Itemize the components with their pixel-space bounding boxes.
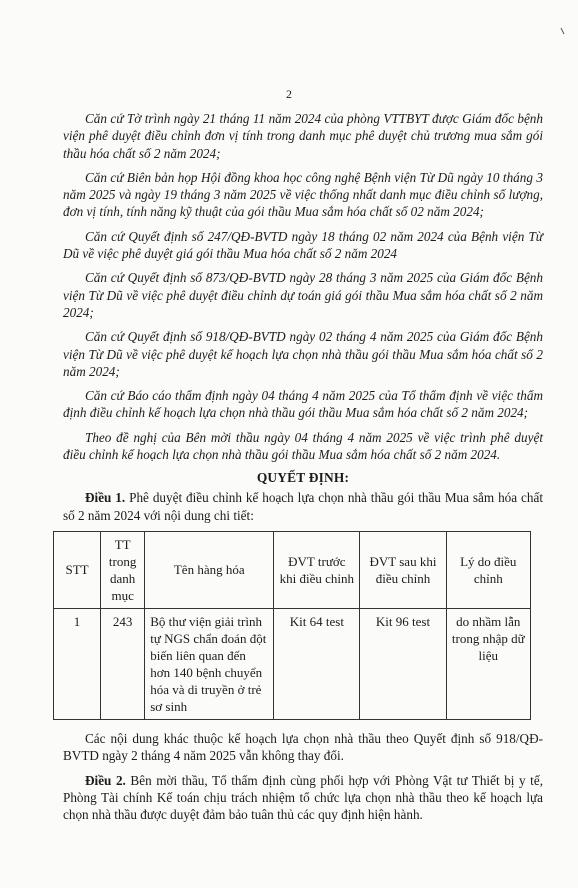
recital-3: Căn cứ Quyết định số 247/QĐ-BVTD ngày 18 tháng 02 năm 2024 của Bệnh viện Từ Dũ về việc phê duyệt giá gói thầu Mua hóa chất số 2 năm 2024 (63, 228, 543, 262)
recital-4: Căn cứ Quyết định số 873/QĐ-BVTD ngày 28 tháng 3 năm 2025 của Giám đốc Bệnh viện Từ Dũ về việc phê duyệt điều chỉnh dự toán giá gói thầu Mua sắm hóa chất số 2 năm 2024; (63, 270, 543, 320)
recital-2: Căn cứ Biên bản họp Hội đồng khoa học công nghệ Bệnh viện Từ Dũ ngày 10 tháng 3 năm 2025 và ngày 19 tháng 3 năm 2025 về việc thống nhất danh mục điều chỉnh số lượng, đơn vị tính, tính năng kỹ thuật của gói thầu Mua sắm hóa chất số 02 năm 2024; (63, 169, 543, 220)
article-1-label: Điều 1. (85, 490, 126, 506)
header-tt: TT trong danh mục (101, 531, 145, 608)
cell-unit-after: Kit 96 test (360, 608, 446, 719)
table-row (54, 608, 531, 719)
cell-stt: 1 (54, 608, 101, 719)
article-1-text: Phê duyệt điều chỉnh kế hoạch lựa chọn nhà thầu gói thầu Mua sắm hóa chất số 2 năm 2024 với nội dung chi tiết: (63, 490, 544, 523)
recital-7: Theo đề nghị của Bên mời thầu ngày 04 tháng 4 năm 2025 về việc trình phê duyệt điều chỉnh kế hoạch lựa chọn nhà thầu gói thầu Mua sắm hóa chất số 2 năm 2024. (63, 429, 543, 463)
recital-6: Căn cứ Báo cáo thẩm định ngày 04 tháng 4 năm 2025 của Tổ thẩm định về việc thẩm định điều chỉnh kế hoạch lựa chọn nhà thầu gói thầu Mua sắm hóa chất số 2 năm 2024; (63, 388, 543, 421)
article-2-label: Điều 2. (85, 772, 126, 788)
page-number: 2 (286, 87, 292, 101)
table-header-row (54, 531, 531, 608)
header-unit-after: ĐVT sau khi điều chỉnh (360, 531, 446, 608)
header-unit-before: ĐVT trước khi điều chỉnh (274, 531, 360, 608)
cell-unit-before: Kit 64 test (274, 608, 360, 719)
header-stt: STT (54, 531, 101, 608)
cell-tt: 243 (101, 608, 145, 719)
corner-mark (560, 22, 565, 30)
header-item-name: Tên hàng hóa (145, 531, 274, 608)
recital-5: Căn cứ Quyết định số 918/QĐ-BVTD ngày 02 tháng 4 năm 2025 của Giám đốc Bệnh viện Từ Dũ về việc phê duyệt kế hoạch lựa chọn nhà thầu gói thầu Mua sắm hóa chất số 2 năm 2024; (63, 329, 543, 379)
recital-1: Căn cứ Tờ trình ngày 21 tháng 11 năm 2024 của phòng VTTBYT được Giám đốc bệnh viện phê duyệt điều chỉnh đơn vị tính trong danh mục phê duyệt chủ trương mua sắm gói thầu hóa chất số 2 năm 2024; (63, 111, 543, 161)
article-2 (63, 772, 543, 824)
adjustment-table (53, 531, 531, 720)
header-reason: Lý do điều chỉnh (446, 531, 530, 608)
article-1 (63, 489, 543, 524)
article-2-text: Bên mời thầu, Tổ thẩm định cùng phối hợp với Phòng Vật tư Thiết bị y tế, Phòng Tài chính Kế toán chịu trách nhiệm tổ chức lựa chọn nhà thầu theo kế hoạch lựa chọn nhà thầu được duyệt đảm bảo tuân thủ các quy định hiện hành. (63, 772, 543, 823)
document-body (63, 110, 543, 830)
cell-reason: do nhầm lẫn trong nhập dữ liệu (446, 608, 530, 719)
after-table-note: Các nội dung khác thuộc kế hoạch lựa chọn nhà thầu theo Quyết định số 918/QĐ-BVTD ngày 2 tháng 4 năm 2025 vẫn không thay đổi. (63, 730, 543, 764)
decision-heading: QUYẾT ĐỊNH: (256, 470, 350, 486)
cell-item-name: Bộ thư viện giải trình tự NGS chẩn đoán đột biến liên quan đến hơn 140 bệnh chuyển hóa và di truyền ở trẻ sơ sinh (145, 608, 274, 719)
